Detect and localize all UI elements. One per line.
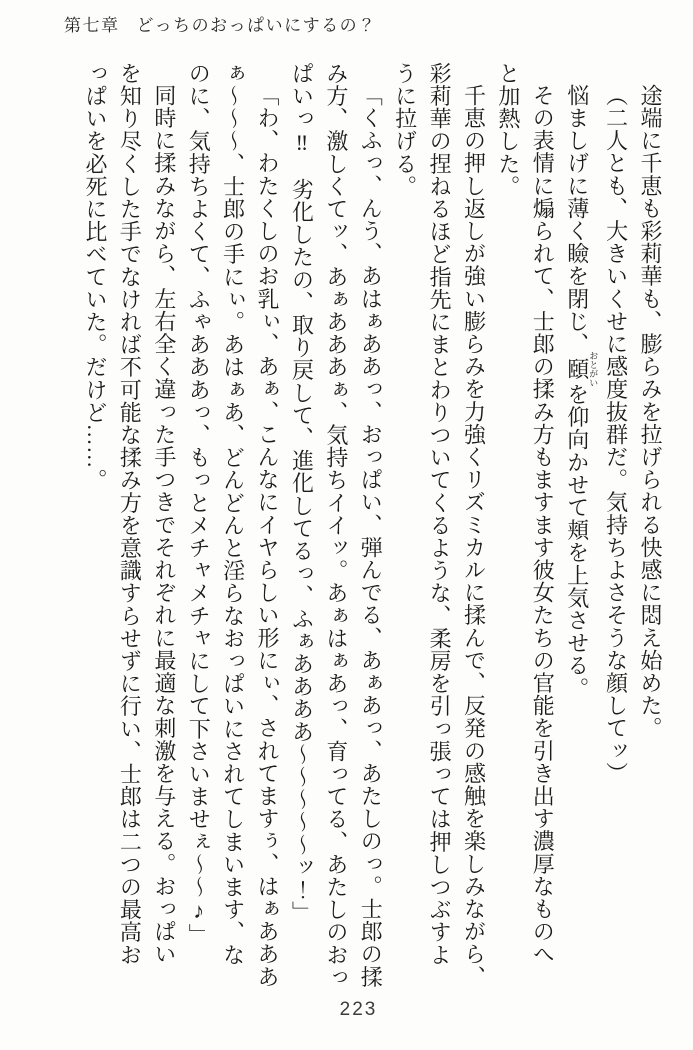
text-line: うに拉げる。 (392, 62, 418, 198)
text-line: 同時に揉みながら、左右全く違った手つきでそれぞれに最適な刺激を与える。おっぱい (151, 84, 177, 966)
text-line: その表情に煽られて、士郎の揉み方もますます彼女たちの官能を引き出す濃厚なものへ (530, 84, 556, 966)
text-line: ぁ～～～、士郎の手にぃ。あはぁあ、どんどんと淫らなおっぱいにされてしまいます、な (220, 62, 246, 966)
text-line: 「わ、わたくしのお乳ぃ、あぁ、こんなにイヤらしい形にぃ、されてますぅ、はぁあああ (255, 84, 281, 988)
text-line: を知り尽くした手でなければ不可能な揉み方を意識すらせずに行い、士郎は二つの最高お (117, 62, 143, 966)
text-line: と加熱した。 (495, 62, 521, 198)
chapter-title: どっちのおっぱいにするの？ (136, 16, 377, 35)
text-line: 彩莉華の捏ねるほど指先にまとわりついてくるような、柔房を引っ張っては押しつぶすよ (427, 62, 453, 966)
text-line: 「くふっ、んう、あはぁああっ、おっぱい、弾んでる、あぁあっ、あたしのっ。士郎の揉 (358, 84, 384, 988)
text-line: っぱいを必死に比べていた。だけど……。 (83, 62, 108, 492)
text-line: 千恵の押し返しが強い膨らみを力強くリズミカルに揉んで、反発の感触を楽しみながら、 (461, 84, 487, 988)
text-line: 途端に千恵も彩莉華も、膨らみを拉げられる快感に悶え始めた。 (638, 84, 663, 740)
text-line: み方、激しくてッ、あぁあああぁ、気持ちイイッ。あぁはぁあっ、育ってる、あたしのおっ (323, 62, 349, 989)
page-number: 223 (339, 999, 378, 1020)
text-line: ぱいっ‼ 劣化したの、取り戻して、進化してるっ、ふぁああああ～～～～～ッ！」 (289, 62, 315, 924)
chapter-number: 第七章 (64, 16, 120, 35)
body-text (78, 62, 667, 1010)
text-line: （二人とも、大きいくせに感度抜群だ。気持ちよさそうな顔してッ） (603, 84, 629, 785)
text-line: 悩ましげに薄く瞼を閉じ、頤おとがいを仰向かせて頬を上気させる。 (564, 84, 599, 700)
text-line: のに、気持ちよくて、ふゃあああっ、もっとメチャメチャにして下さいませぇ～～♪」 (186, 62, 212, 947)
chapter-header (64, 11, 377, 36)
